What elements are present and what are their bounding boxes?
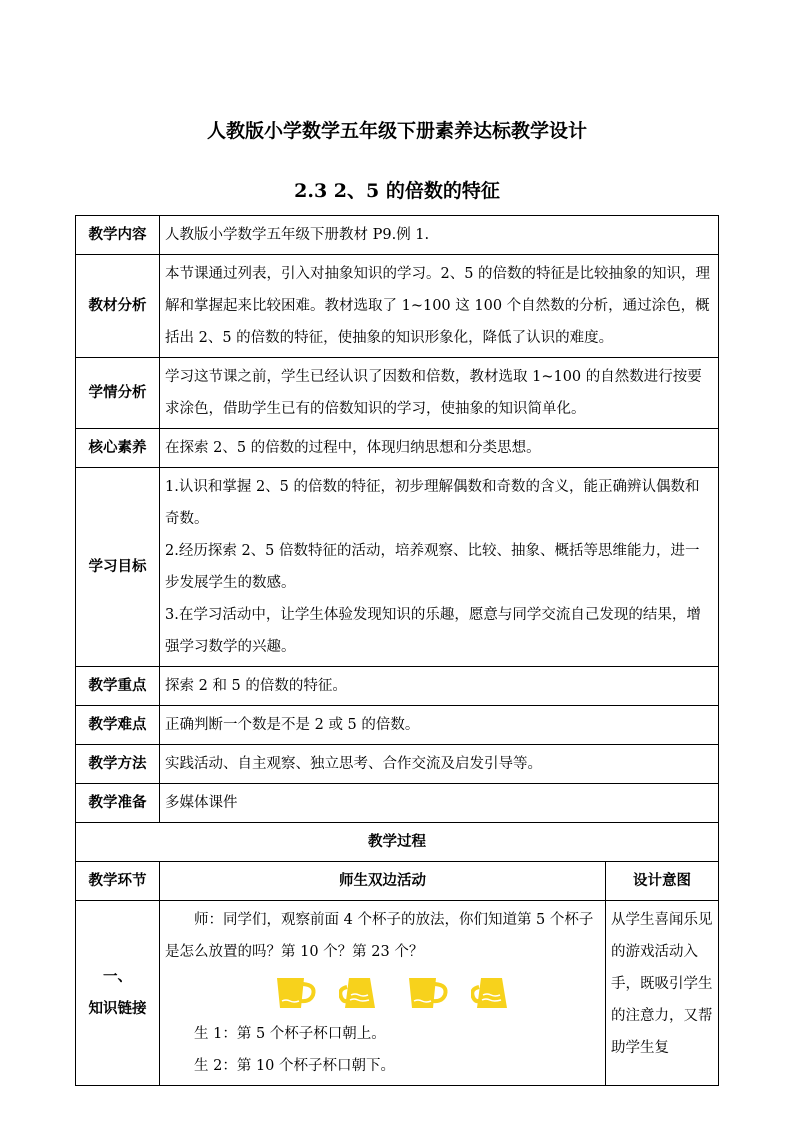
row-key-point xyxy=(76,667,719,706)
process-header-row xyxy=(76,862,719,901)
row-label: 教材分析 xyxy=(76,255,160,358)
process-heading: 教学过程 xyxy=(76,823,719,862)
row-value: 本节课通过列表，引入对抽象知识的学习。2、5 的倍数的特征是比较抽象的知识，理解和掌握起来比较困难。教材选取了 1~100 这 100 个自然数的分析，通过涂色，概括出 2、5 的倍数的特征，使抽象的知识形象化，降低了认识的难度。 xyxy=(160,255,719,358)
lesson-title: 2.3 2、5 的倍数的特征 xyxy=(294,180,500,202)
column-header-activity: 师生双边活动 xyxy=(160,862,606,901)
activity-cell xyxy=(160,901,606,1086)
goal-item: 1.认识和掌握 2、5 的倍数的特征，初步理解偶数和奇数的含义，能正确辨认偶数和奇数。 xyxy=(165,479,700,527)
row-label: 教学难点 xyxy=(76,706,160,745)
row-core-literacy xyxy=(76,429,719,468)
row-content xyxy=(76,216,719,255)
lesson-plan-table xyxy=(75,215,719,1086)
student-answer-2: 生 2：第 10 个杯子杯口朝下。 xyxy=(194,1058,396,1074)
cups-figure xyxy=(165,968,600,1018)
process-heading-row xyxy=(76,823,719,862)
cup-down-icon xyxy=(471,975,515,1011)
column-header-stage: 教学环节 xyxy=(76,862,160,901)
row-learning-goals xyxy=(76,468,719,667)
process-row-1 xyxy=(76,901,719,1086)
row-value: 在探索 2、5 的倍数的过程中，体现归纳思想和分类思想。 xyxy=(160,429,719,468)
row-material-analysis xyxy=(76,255,719,358)
stage-number: 一、 xyxy=(103,968,132,985)
row-method xyxy=(76,745,719,784)
stage-name: 知识链接 xyxy=(88,1000,147,1017)
row-value: 正确判断一个数是不是 2 或 5 的倍数。 xyxy=(160,706,719,745)
row-label: 教学准备 xyxy=(76,784,160,823)
row-value: 多媒体课件 xyxy=(160,784,719,823)
column-header-intent: 设计意图 xyxy=(606,862,719,901)
row-label: 教学内容 xyxy=(76,216,160,255)
row-difficulty xyxy=(76,706,719,745)
row-label: 教学方法 xyxy=(76,745,160,784)
row-value xyxy=(160,468,719,667)
row-student-analysis xyxy=(76,358,719,429)
student-answer-1: 生 1：第 5 个杯子杯口朝上。 xyxy=(194,1026,386,1042)
goal-item: 3.在学习活动中，让学生体验发现知识的乐趣，愿意与同学交流自己发现的结果，增强学习数学的兴趣。 xyxy=(165,607,701,655)
row-value: 学习这节课之前，学生已经认识了因数和倍数，教材选取 1~100 的自然数进行按要求涂色，借助学生已有的倍数知识的学习，使抽象的知识简单化。 xyxy=(160,358,719,429)
page-title: 人教版小学数学五年级下册素养达标教学设计 xyxy=(206,120,587,142)
row-label: 学习目标 xyxy=(76,468,160,667)
cup-up-icon xyxy=(405,975,449,1011)
cup-down-icon xyxy=(339,975,383,1011)
cup-up-icon xyxy=(273,975,317,1011)
row-label: 学情分析 xyxy=(76,358,160,429)
goal-item: 2.经历探索 2、5 倍数特征的活动，培养观察、比较、抽象、概括等思维能力，进一步发展学生的数感。 xyxy=(165,543,700,591)
stage-label xyxy=(76,901,160,1086)
teacher-text: 师：同学们，观察前面 4 个杯子的放法，你们知道第 5 个杯子是怎么放置的吗？第 10 个？第 23 个？ xyxy=(165,912,594,960)
row-label: 核心素养 xyxy=(76,429,160,468)
row-value: 人教版小学数学五年级下册教材 P9.例 1. xyxy=(160,216,719,255)
intent-cell: 从学生喜闻乐见的游戏活动入手，既吸引学生的注意力，又帮助学生复 xyxy=(606,901,719,1086)
row-label: 教学重点 xyxy=(76,667,160,706)
row-value: 探索 2 和 5 的倍数的特征。 xyxy=(160,667,719,706)
row-value: 实践活动、自主观察、独立思考、合作交流及启发引导等。 xyxy=(160,745,719,784)
row-preparation xyxy=(76,784,719,823)
